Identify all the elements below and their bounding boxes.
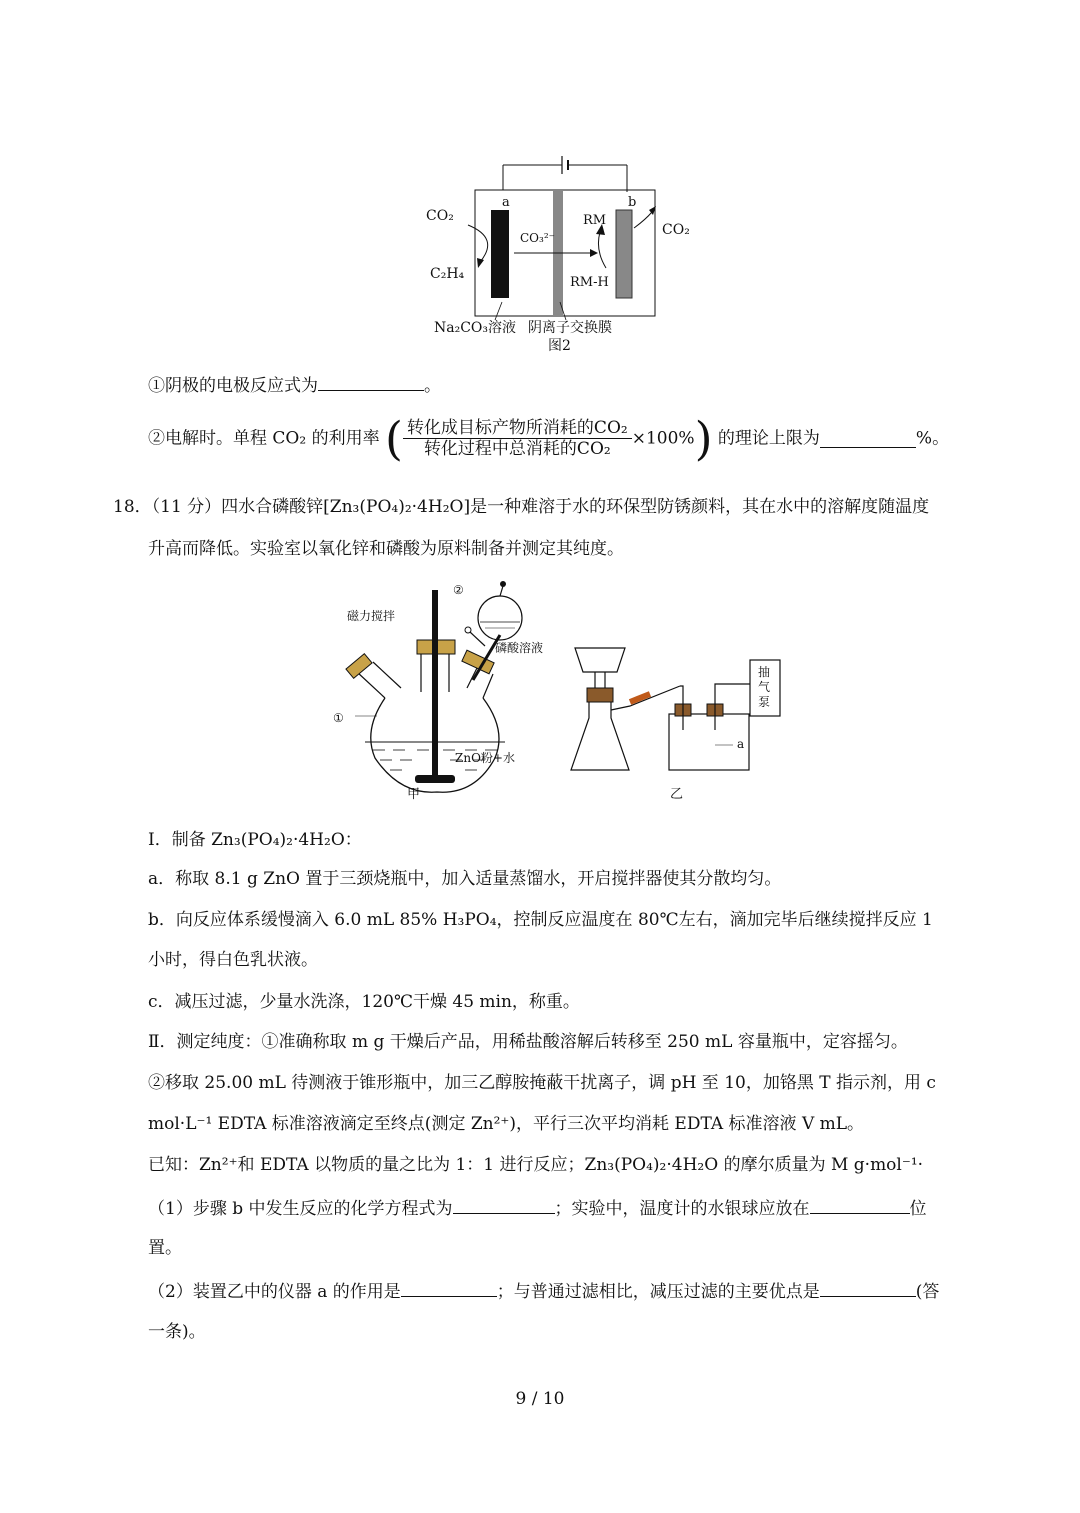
answer-blank[interactable] xyxy=(318,372,424,391)
zno-label: ZnO粉+水 xyxy=(455,751,515,765)
step-line-9: 已知：Zn²⁺和 EDTA 以物质的量之比为 1：1 进行反应；Zn₃(PO₄)₂·4H₂O 的摩尔质量为 M g·mol⁻¹· xyxy=(148,1155,924,1175)
page-number: 9 / 10 xyxy=(515,1389,565,1409)
answer-blank[interactable] xyxy=(820,1278,916,1297)
question-1-cont: 置。 xyxy=(148,1238,182,1258)
q18-intro-line2: 升高而降低。实验室以氧化锌和磷酸为原料制备并测定其纯度。 xyxy=(148,539,624,559)
times-100: ×100% xyxy=(631,428,695,449)
fraction-denominator: 转化过程中总消耗的CO₂ xyxy=(423,439,611,459)
q18-intro-line1: 18．（11 分）四水合磷酸锌[Zn₃(PO₄)₂·4H₂O]是一种难溶于水的环保型防锈颜料，其在水中的溶解度随温度 xyxy=(113,497,930,517)
q1-text-a: （1）步骤 b 中发生反应的化学方程式为 xyxy=(148,1199,453,1219)
fraction-numerator: 转化成目标产物所消耗的CO₂ xyxy=(403,418,632,439)
q17-part1-end: 。 xyxy=(424,376,441,396)
question-2-cont: 一条)。 xyxy=(148,1322,206,1342)
step-line-1: Ⅰ．制备 Zn₃(PO₄)₂·4H₂O： xyxy=(148,830,362,850)
q17-part1 xyxy=(148,372,441,398)
caption-yi: 乙 xyxy=(670,787,684,802)
step-line-7: ②移取 25.00 mL 待测液于锥形瓶中，加三乙醇胺掩蔽干扰离子，调 pH 至 10，加铬黑 T 指示剂，用 c xyxy=(148,1073,936,1093)
q2-text-b: ；与普通过滤相比，减压过滤的主要优点是 xyxy=(496,1282,820,1302)
q17-part2-end: %。 xyxy=(915,428,950,449)
answer-blank[interactable] xyxy=(820,429,916,448)
q17-part1-text: ①阴极的电极反应式为 xyxy=(148,376,318,396)
question-2 xyxy=(148,1278,939,1304)
question-1 xyxy=(148,1195,927,1221)
q17-part2-suffix: 的理论上限为 xyxy=(717,428,820,449)
apparatus-figure xyxy=(325,580,795,805)
stirring-label: 磁力搅拌 xyxy=(347,609,396,623)
electrode-a-label: a xyxy=(502,195,510,210)
step-line-4: 小时，得白色乳状液。 xyxy=(148,950,318,970)
q1-text-b: ；实验中，温度计的水银球应放在 xyxy=(554,1199,810,1219)
electrode-b-label: b xyxy=(628,195,637,210)
funnel-number-label: ② xyxy=(453,583,464,597)
q2-text-c: (答 xyxy=(915,1282,940,1302)
na2co3-label: Na₂CO₃溶液 xyxy=(434,320,517,336)
electrolysis-figure xyxy=(420,150,700,360)
answer-blank[interactable] xyxy=(810,1195,910,1214)
co2-left-label: CO₂ xyxy=(426,208,454,224)
answer-blank[interactable] xyxy=(401,1278,497,1297)
caption-jia: 甲 xyxy=(407,787,421,802)
rm-h-label: RM-H xyxy=(570,275,609,290)
q2-text-a: （2）装置乙中的仪器 a 的作用是 xyxy=(148,1282,401,1302)
flask-number-label: ① xyxy=(333,711,344,725)
step-line-8: mol·L⁻¹ EDTA 标准溶液滴定至终点(测定 Zn²⁺)，平行三次平均消耗 EDTA 标准溶液 V mL。 xyxy=(148,1114,865,1134)
step-line-6: Ⅱ．测定纯度：①准确称取 m g 干燥后产品，用稀盐酸溶解后转移至 250 mL 容量瓶中，定容摇匀。 xyxy=(148,1032,908,1052)
q17-part2-prefix: ②电解时。单程 CO₂ 的利用率 xyxy=(148,428,380,449)
carbonate-label: CO₃²⁻ xyxy=(520,231,555,245)
q1-text-c: 位 xyxy=(909,1199,927,1219)
co2-right-label: CO₂ xyxy=(662,222,690,238)
c2h4-label: C₂H₄ xyxy=(430,266,465,282)
step-line-5: c．减压过滤，少量水洗涤，120℃干燥 45 min，称重。 xyxy=(148,992,580,1012)
q17-part2: ②电解时。单程 CO₂ 的利用率 ( $\frac{\text{转化成目标产物所消耗的CO₂}}{\text{转化过程中总消耗的CO₂}}$ ×100%) 的理论上限为 %。 xyxy=(148,411,950,466)
phosphoric-acid-label: 磷酸溶液 xyxy=(495,641,544,655)
rm-label: RM xyxy=(583,213,607,228)
pump-label: 抽气泵 xyxy=(758,665,771,709)
step-line-3: b．向反应体系缓慢滴入 6.0 mL 85% H₃PO₄，控制反应温度在 80℃左右，滴加完毕后继续搅拌反应 1 xyxy=(148,910,933,930)
instrument-a-label: a xyxy=(737,737,745,751)
membrane-label: 阴离子交换膜 xyxy=(528,320,612,336)
answer-blank[interactable] xyxy=(453,1195,555,1214)
figure-caption: 图2 xyxy=(548,338,571,354)
utilization-fraction xyxy=(403,418,632,459)
step-line-2: a．称取 8.1 g ZnO 置于三颈烧瓶中，加入适量蒸馏水，开启搅拌器使其分散均匀。 xyxy=(148,869,782,889)
